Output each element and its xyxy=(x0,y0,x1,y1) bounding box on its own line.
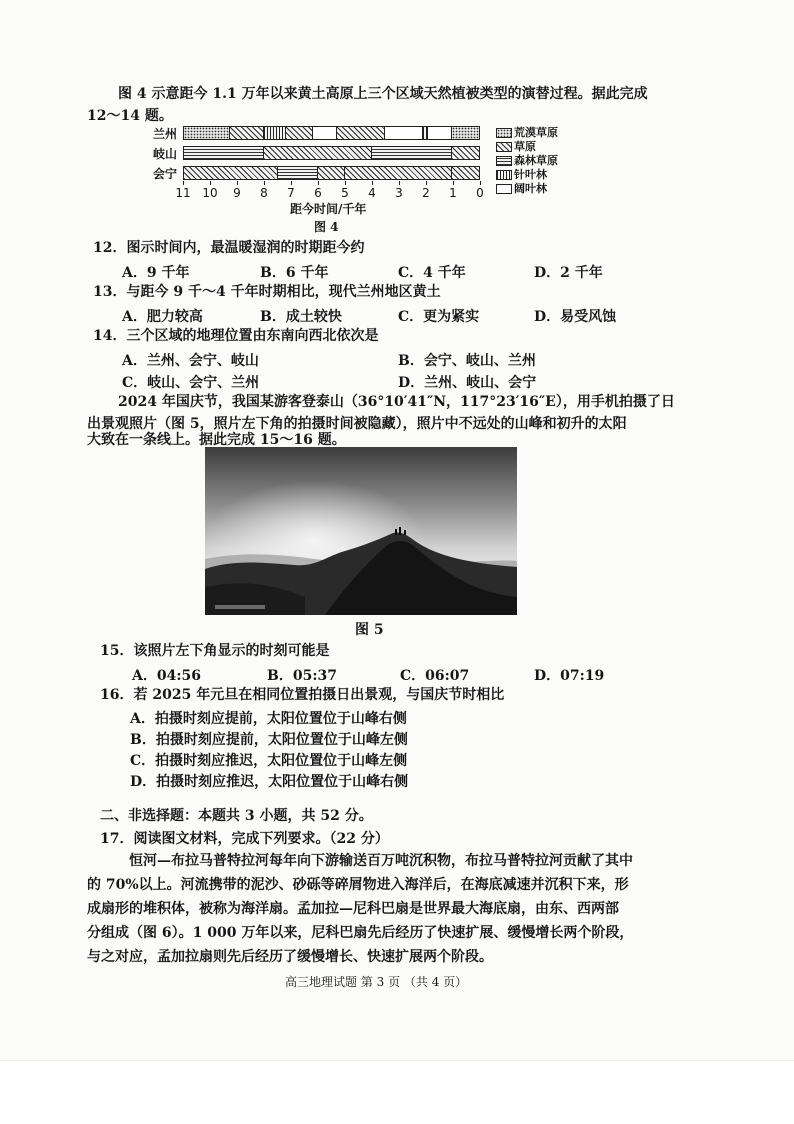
q16-option-a[interactable]: A．拍摄时刻应提前，太阳位置位于山峰右侧 xyxy=(130,711,407,727)
x-tick-mark xyxy=(318,181,319,185)
segment-steppe xyxy=(264,147,371,159)
x-tick-label: 10 xyxy=(202,186,218,200)
q14-stem: 14．三个区域的地理位置由东南向西北依次是 xyxy=(93,328,379,344)
legend-swatch-conifer xyxy=(496,170,512,180)
x-tick-mark xyxy=(453,181,454,185)
vegetation-bar-huining xyxy=(183,166,480,180)
vegetation-bar-lanzhou xyxy=(183,126,480,140)
q12-option-b[interactable]: B．6 千年 xyxy=(260,265,329,281)
section2-title: 二、非选择题：本题共 3 小题，共 52 分。 xyxy=(100,808,373,824)
x-tick-mark xyxy=(291,181,292,185)
segment-forest-steppe xyxy=(184,147,264,159)
figure4-intro-line2: 12～14 题。 xyxy=(87,108,173,124)
q14-option-c[interactable]: C．岐山、会宁、兰州 xyxy=(122,375,260,391)
x-axis-label: 距今时间/千年 xyxy=(290,202,367,216)
legend-item-desert-steppe xyxy=(496,127,558,139)
segment-steppe xyxy=(337,127,385,139)
x-tick-label: 4 xyxy=(368,186,376,200)
q16-option-b[interactable]: B．拍摄时刻应提前，太阳位置位于山峰左侧 xyxy=(130,732,408,748)
q17-para-line4: 分组成（图 6）。1 000 万年以来，尼科巴扇先后经历了快速扩展、缓慢增长两个阶段， xyxy=(87,925,634,941)
q13-option-c[interactable]: C．更为紧实 xyxy=(398,309,480,325)
q13-option-b[interactable]: B．成土较快 xyxy=(260,309,342,325)
legend-swatch-steppe xyxy=(496,142,512,152)
segment-steppe xyxy=(345,167,452,179)
x-tick-label: 2 xyxy=(422,186,430,200)
legend-label: 森林草原 xyxy=(514,154,558,167)
legend-item-broadleaf xyxy=(496,183,547,195)
q17-para-line2: 的 70%以上。河流携带的泥沙、砂砾等碎屑物进入海洋后，在海底减速并沉积下来，形 xyxy=(87,877,629,893)
legend-label: 阔叶林 xyxy=(514,182,547,195)
x-tick-label: 7 xyxy=(287,186,295,200)
figure4-caption: 图 4 xyxy=(314,220,339,234)
legend-label: 荒漠草原 xyxy=(514,126,558,139)
q17-para-line1: 恒河—布拉马普特拉河每年向下游输送百万吨沉积物，布拉马普特拉河贡献了其中 xyxy=(129,853,633,869)
x-tick-mark xyxy=(237,181,238,185)
x-tick-mark xyxy=(264,181,265,185)
vegetation-bar-qishan xyxy=(183,146,480,160)
x-tick-label: 11 xyxy=(175,186,191,200)
x-tick-label: 5 xyxy=(341,186,349,200)
x-tick-label: 8 xyxy=(260,186,268,200)
segment-desert-steppe xyxy=(452,127,479,139)
legend-label: 草原 xyxy=(514,140,536,153)
q15-option-a[interactable]: A．04:56 xyxy=(132,668,201,684)
x-tick-mark xyxy=(399,181,400,185)
blank-area xyxy=(0,1060,794,1124)
q12-option-c[interactable]: C．4 千年 xyxy=(398,265,466,281)
x-tick-mark xyxy=(210,181,211,185)
q13-option-a[interactable]: A．肥力较高 xyxy=(122,309,203,325)
figure5-intro-line1: 2024 年国庆节，我国某游客登泰山（36°10′41″N，117°23′16″E），用手机拍摄了日 xyxy=(118,394,675,410)
legend-swatch-forest-steppe xyxy=(496,156,512,166)
q15-option-b[interactable]: B．05:37 xyxy=(267,668,337,684)
q15-option-d[interactable]: D．07:19 xyxy=(534,668,605,684)
x-tick-label: 0 xyxy=(476,186,484,200)
q14-option-b[interactable]: B．会宁、岐山、兰州 xyxy=(398,353,536,369)
row-label-qishan: 岐山 xyxy=(153,147,178,161)
x-tick-mark xyxy=(345,181,346,185)
legend-swatch-desert-steppe xyxy=(496,128,512,138)
page-footer: 高三地理试题 第 3 页 （共 4 页） xyxy=(285,975,468,989)
q12-option-d[interactable]: D．2 千年 xyxy=(534,265,603,281)
q16-option-d[interactable]: D．拍摄时刻应推迟，太阳位置位于山峰右侧 xyxy=(130,774,409,790)
q17-para-line3: 成扇形的堆积体，被称为海洋扇。孟加拉—尼科巴扇是世界最大海底扇，由东、西两部 xyxy=(87,901,619,917)
row-label-lanzhou: 兰州 xyxy=(153,127,178,141)
segment-broadleaf xyxy=(313,127,337,139)
segment-steppe xyxy=(286,127,313,139)
q13-stem: 13．与距今 9 千～4 千年时期相比，现代兰州地区黄土 xyxy=(93,284,441,300)
legend-item-forest-steppe xyxy=(496,155,558,167)
segment-steppe xyxy=(230,127,265,139)
segment-forest-steppe xyxy=(372,147,452,159)
sunrise-photo xyxy=(205,447,517,615)
segment-desert-steppe xyxy=(184,127,230,139)
legend-swatch-broadleaf xyxy=(496,184,512,194)
segment-conifer xyxy=(264,127,285,139)
figure5-intro-line2: 出景观照片（图 5，照片左下角的拍摄时间被隐藏），照片中不远处的山峰和初升的太阳 xyxy=(87,416,627,432)
legend-item-steppe xyxy=(496,141,536,153)
figure5-caption: 图 5 xyxy=(355,622,384,638)
x-tick-label: 9 xyxy=(233,186,241,200)
q16-option-c[interactable]: C．拍摄时刻应推迟，太阳位置位于山峰左侧 xyxy=(130,753,408,769)
legend-label: 针叶林 xyxy=(514,168,547,181)
q15-stem: 15．该照片左下角显示的时刻可能是 xyxy=(100,643,330,659)
legend-item-conifer xyxy=(496,169,547,181)
q14-option-a[interactable]: A．兰州、会宁、岐山 xyxy=(122,353,259,369)
q16-stem: 16．若 2025 年元旦在相同位置拍摄日出景观，与国庆节时相比 xyxy=(100,687,505,703)
sunrise-photo-drawing xyxy=(205,447,517,615)
figure5-intro-line3: 大致在一条线上。据此完成 15～16 题。 xyxy=(87,432,346,448)
x-tick-mark xyxy=(372,181,373,185)
q12-option-a[interactable]: A．9 千年 xyxy=(122,265,190,281)
segment-broadleaf xyxy=(385,127,423,139)
q14-option-d[interactable]: D．兰州、岐山、会宁 xyxy=(398,375,537,391)
segment-steppe xyxy=(452,167,479,179)
q17-para-line5: 与之对应，孟加拉扇则先后经历了缓慢增长、快速扩展两个阶段。 xyxy=(87,949,493,965)
segment-forest-steppe xyxy=(278,167,318,179)
x-tick-label: 3 xyxy=(395,186,403,200)
q12-stem: 12．图示时间内，最温暖湿润的时期距今约 xyxy=(93,240,365,256)
segment-broadleaf xyxy=(428,127,452,139)
q13-option-d[interactable]: D．易受风蚀 xyxy=(534,309,617,325)
segment-steppe xyxy=(184,167,278,179)
x-tick-mark xyxy=(426,181,427,185)
segment-steppe xyxy=(318,167,345,179)
segment-steppe xyxy=(452,147,479,159)
q17-stem: 17．阅读图文材料，完成下列要求。（22 分） xyxy=(100,831,389,847)
row-label-huining: 会宁 xyxy=(153,167,178,181)
x-tick-label: 1 xyxy=(449,186,457,200)
x-tick-label: 6 xyxy=(314,186,322,200)
x-tick-mark xyxy=(183,181,184,185)
x-tick-mark xyxy=(480,181,481,185)
q15-option-c[interactable]: C．06:07 xyxy=(400,668,470,684)
figure4-intro-line1: 图 4 示意距今 1.1 万年以来黄土高原上三个区域天然植被类型的演替过程。据此完成 xyxy=(118,86,648,102)
